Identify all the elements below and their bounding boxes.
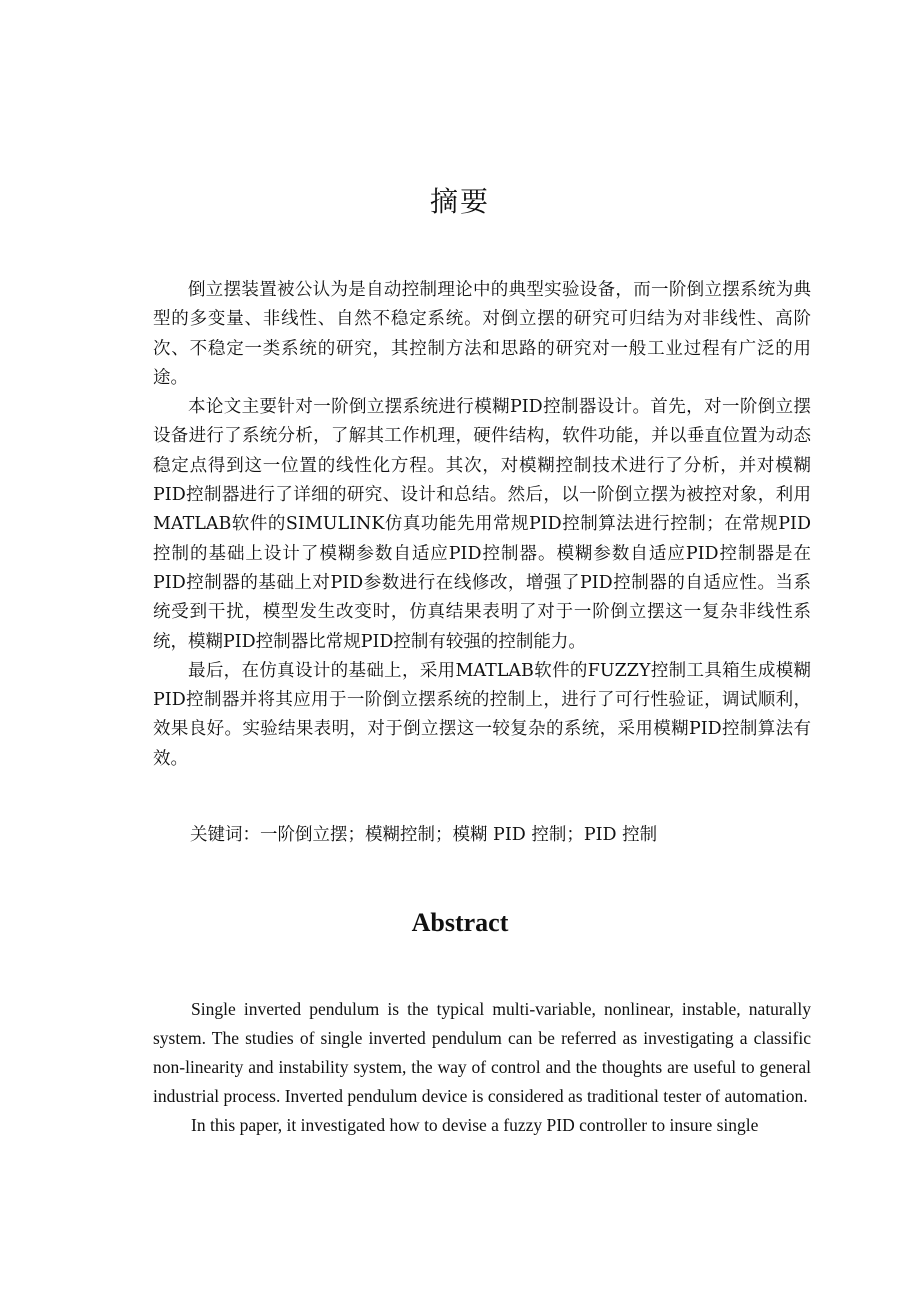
keywords-text: 一阶倒立摆；模糊控制；模糊 PID 控制；PID 控制 (260, 825, 658, 845)
english-abstract-paragraph-1: Single inverted pendulum is the typical multi-variable, nonlinear, instable, naturally system. The studies of single inverted pendulum can be referred as investigating a classific non-linearity and instability system, the way of control and the thoughts are useful to general industrial process. Inverted pendulum device is considered as traditional tester of automation. (153, 999, 811, 1106)
english-abstract-body (153, 995, 811, 1140)
chinese-abstract-paragraph-2: 本论文主要针对一阶倒立摆系统进行模糊PID控制器设计。首先，对一阶倒立摆设备进行了系统分析，了解其工作机理，硬件结构，软件功能，并以垂直位置为动态稳定点得到这一位置的线性化方程。其次，对模糊控制技术进行了分析，并对模糊PID控制器进行了详细的研究、设计和总结。然后，以一阶倒立摆为被控对象，利用MATLAB软件的SIMULINK仿真功能先用常规PID控制算法进行控制；在常规PID控制的基础上设计了模糊参数自适应PID控制器。模糊参数自适应PID控制器是在PID控制器的基础上对PID参数进行在线修改，增强了PID控制器的自适应性。当系统受到干扰，模型发生改变时，仿真结果表明了对于一阶倒立摆这一复杂非线性系统，模糊PID控制器比常规PID控制有较强的控制能力。 (153, 397, 811, 652)
chinese-abstract-title: 摘要 (429, 185, 490, 218)
english-abstract-paragraph-2: In this paper, it investigated how to devise a fuzzy PID controller to insure single (191, 1115, 759, 1135)
chinese-keywords (190, 821, 810, 850)
english-abstract-title: Abstract (411, 908, 509, 937)
chinese-abstract-body (153, 276, 811, 774)
keywords-label: 关键词： (190, 825, 260, 845)
chinese-abstract-paragraph-1: 倒立摆装置被公认为是自动控制理论中的典型实验设备，而一阶倒立摆系统为典型的多变量、非线性、自然不稳定系统。对倒立摆的研究可归结为对非线性、高阶次、不稳定一类系统的研究，其控制方法和思路的研究对一般工业过程有广泛的用途。 (153, 280, 811, 388)
chinese-abstract-paragraph-3: 最后，在仿真设计的基础上，采用MATLAB软件的FUZZY控制工具箱生成模糊PID控制器并将其应用于一阶倒立摆系统的控制上，进行了可行性验证，调试顺利，效果良好。实验结果表明，对于倒立摆这一较复杂的系统，采用模糊PID控制算法有效。 (153, 660, 811, 769)
